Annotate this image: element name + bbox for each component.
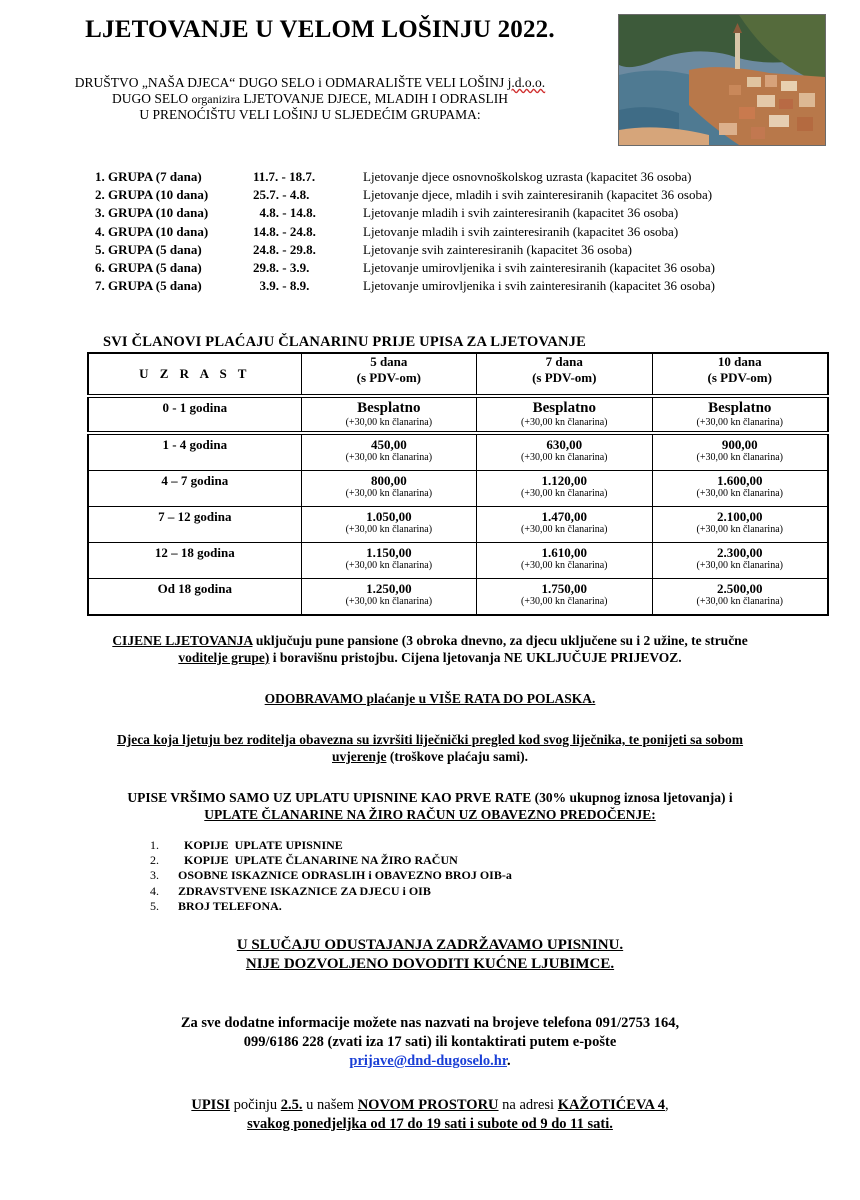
group-row: 4. GRUPA (10 dana) 14.8. - 24.8. Ljetovanje mladih i svih zainteresiranih (kapacitet 36 osoba)	[95, 223, 679, 239]
price-table	[87, 352, 829, 616]
header-10-days: 10 dana (s PDV-om)	[652, 353, 828, 396]
list-item: 3. OSOBNE ISKAZNICE ODRASLIH i OBAVEZNO BROJ OIB-a	[150, 868, 512, 883]
list-item: 2. KOPIJE UPLATE ČLANARINE NA ŽIRO RAČUN	[150, 853, 458, 868]
table-row: 1 - 4 godina 450,00 (+30,00 kn članarina) 630,00 (+30,00 kn članarina) 900,00 (+30,00 kn članarina)	[88, 433, 828, 471]
intro-line-3: U PRENOĆIŠTU VELI LOŠINJ U SLJEDEĆIM GRUPAMA:	[139, 107, 481, 122]
intro-line-2: DUGO SELO organizira LJETOVANJE DJECE, MLADIH I ODRASLIH	[112, 91, 508, 106]
cancellation-notice: U SLUČAJU ODUSTAJANJA ZADRŽAVAMO UPISNINU. NIJE DOZVOLJENO DOVODITI KUĆNE LJUBIMCE.	[236, 937, 624, 972]
medical-check-paragraph: Djeca koja ljetuju bez roditelja obavezna su izvršiti liječnički pregled kod svog liječnika, te ponijeti sa sobom uvjerenje (troškove plaćaju sami).	[116, 732, 744, 764]
list-item: 5. BROJ TELEFONA.	[150, 898, 282, 913]
group-row: 6. GRUPA (5 dana) 29.8. - 3.9. Ljetovanje umirovljenika i svih zainteresiranih (kapacitet 36 osoba)	[95, 259, 715, 275]
group-row: 1. GRUPA (7 dana) 11.7. - 18.7. Ljetovanje djece osnovnoškolskog uzrasta (kapacitet 36 osoba)	[95, 169, 692, 184]
group-row: 5. GRUPA (5 dana) 24.8. - 29.8. Ljetovanje svih zainteresiranih (kapacitet 36 osoba)	[95, 241, 632, 257]
header-5-days: 5 dana (s PDV-om)	[301, 353, 476, 396]
contact-paragraph: Za sve dodatne informacije možete nas nazvati na brojeve telefona 091/2753 164, 099/6186 228 (zvati iza 17 sati) ili kontaktirati putem e-pošte prijave@dnd-dugoselo.hr.	[180, 1015, 680, 1069]
list-item: 1. KOPIJE UPLATE UPISNINE	[150, 838, 343, 852]
table-row: 12 – 18 godina 1.150,00 (+30,00 kn članarina) 1.610,00 (+30,00 kn članarina) 2.300,00 (+30,00 kn članarina)	[88, 543, 828, 579]
installments-paragraph: ODOBRAVAMO plaćanje u VIŠE RATA DO POLASKA.	[264, 691, 596, 706]
table-row: 0 - 1 godina Besplatno (+30,00 kn članarina) Besplatno (+30,00 kn članarina) Besplatno (+30,00 kn članarina)	[88, 396, 828, 433]
price-inclusions-paragraph: CIJENE LJETOVANJA uključuju pune pansione (3 obroka dnevno, za djecu uključene su i 2 užine, te stručne voditelje grupe) i boravišnu pristojbu. Cijena ljetovanja NE UKLJUČUJE PRIJEVOZ.	[112, 633, 748, 665]
group-row: 3. GRUPA (10 dana) 4.8. - 14.8. Ljetovanje mladih i svih zainteresiranih (kapacitet 36 osoba)	[95, 205, 679, 221]
groups-list	[95, 168, 835, 295]
required-documents-list	[150, 838, 512, 914]
group-row: 2. GRUPA (10 dana) 25.7. - 4.8. Ljetovanje djece, mladih i svih zainteresiranih (kapacitet 36 osoba)	[95, 187, 713, 203]
table-row: Od 18 godina 1.250,00 (+30,00 kn članarina) 1.750,00 (+30,00 kn članarina) 2.500,00 (+30,00 kn članarina)	[88, 579, 828, 616]
registration-requirements-paragraph: UPISE VRŠIMO SAMO UZ UPLATU UPISNINE KAO PRVE RATE (30% ukupnog iznosa ljetovanja) i UPLATE ČLANARINE NA ŽIRO RAČUN UZ OBAVEZNO PREDOČENJE:	[127, 790, 733, 822]
table-row: 7 – 12 godina 1.050,00 (+30,00 kn članarina) 1.470,00 (+30,00 kn članarina) 2.100,00 (+30,00 kn članarina)	[88, 507, 828, 543]
losinj-harbour-photo	[618, 14, 826, 146]
table-row: 4 – 7 godina 800,00 (+30,00 kn članarina) 1.120,00 (+30,00 kn članarina) 1.600,00 (+30,00 kn članarina)	[88, 471, 828, 507]
header-age: U Z R A S T	[88, 353, 301, 396]
price-table-header	[88, 353, 828, 396]
list-item: 4. ZDRAVSTVENE ISKAZNICE ZA DJECU i OIB	[150, 883, 431, 898]
group-row: 7. GRUPA (5 dana) 3.9. - 8.9. Ljetovanje umirovljenika i svih zainteresiranih (kapacitet 36 osoba)	[95, 278, 715, 294]
registration-schedule-paragraph: UPISI počinju 2.5. u našem NOVOM PROSTORU na adresi KAŽOTIĆEVA 4, svakog ponedjeljka od 17 do 19 sati i subote od 9 do 11 sati.	[191, 1097, 669, 1132]
prices-heading: SVI ČLANOVI PLAĆAJU ČLANARINU PRIJE UPISA ZA LJETOVANJE	[103, 334, 587, 350]
header-7-days: 7 dana (s PDV-om)	[477, 353, 652, 396]
intro-line-1: DRUŠTVO „NAŠA DJECA“ DUGO SELO i ODMARALIŠTE VELI LOŠINJ j.d.o.o.	[74, 75, 546, 90]
intro-text	[10, 75, 610, 123]
document-title: LJETOVANJE U VELOM LOŠINJU 2022.	[85, 16, 555, 43]
email-link[interactable]: prijave@dnd-dugoselo.hr	[349, 1053, 507, 1069]
